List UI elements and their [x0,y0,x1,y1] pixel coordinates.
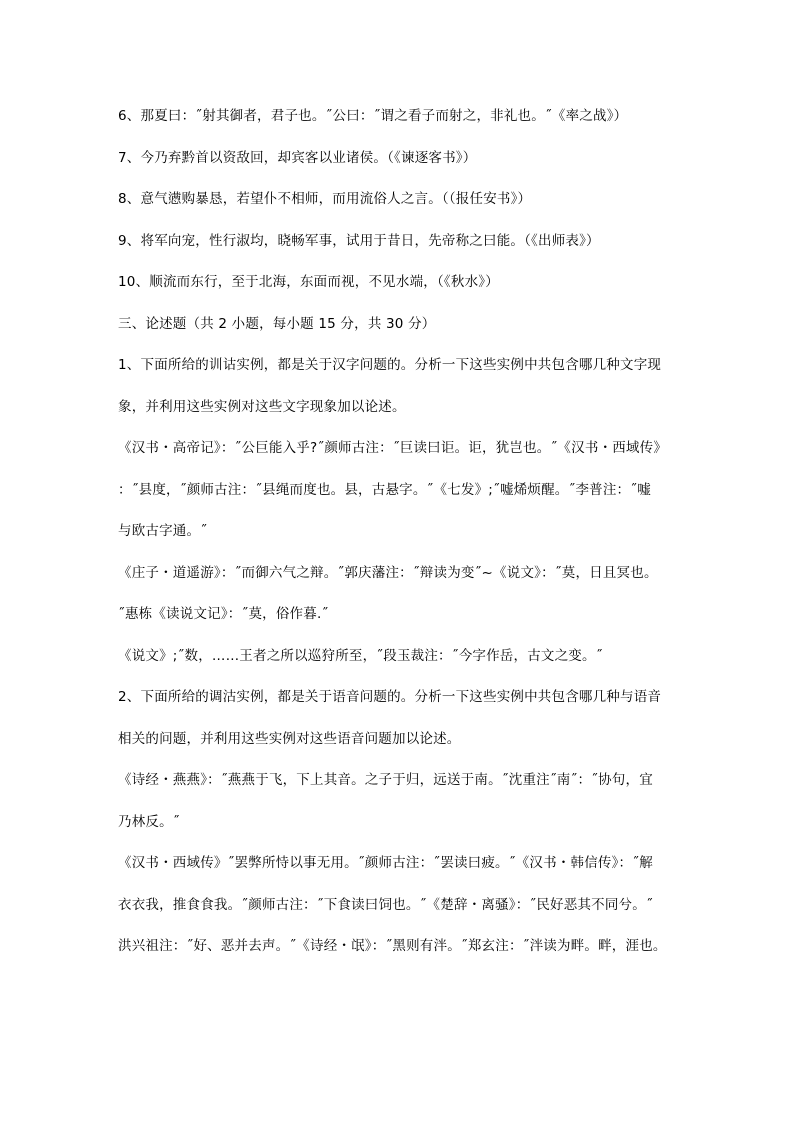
essay-2-example: 《诗经・燕燕》：˝燕燕于飞，下上其音。之子于归，远送于南。˝沈重注˝南˝：˝协句，宜 [118,772,653,788]
essay-2-example: 洪兴祖注：˝好、恶并去声。˝《诗经・氓》：˝黑则有泮。˝郑玄注：˝泮读为畔。畔，涯也。 [118,938,667,954]
essay-2-example: 衣衣我，推食食我。˝颜师古注：˝下食读曰饲也。˝《楚辞・离骚》：˝民好恶其不同兮。˝ [118,897,653,913]
essay-1-example: 《说文》;˝数，……王者之所以巡狩所至，˝段玉裁注：˝今字作岳，古文之变。˝ [118,648,603,664]
question-7: 7、今乃弃黔首以资敌回，却宾客以业诸侯。（《谏逐客书》） [118,150,477,166]
essay-1-example: 《汉书・高帝记》：˝公巨能入乎?˝颜师古注：˝巨读曰讵。讵，犹岂也。˝《汉书・西域传》 [118,440,668,456]
essay-1-prompt-cont: 象，并利用这些实例对这些文字现象加以论述。 [118,399,406,415]
essay-1-example: ：˝县度，˝颜师古注：˝县绳而度也。县，古悬字。˝《七发》;˝嘘烯烦醒。˝李普注：˝嘘 [118,482,651,498]
essay-1-prompt: 1、下面所给的训诂实例，都是关于汉字问题的。分析一下这些实例中共包含哪几种文字现 [118,357,662,373]
question-8: 8、意气懑购暴恳，若望仆不相师，而用流俗人之言。（（报任安书》） [118,191,532,207]
essay-2-example: 《汉书・西域传》˝罢弊所恃以事无用。˝颜师古注：˝罢读曰疲。˝《汉书・韩信传》：˝解 [118,855,653,871]
essay-2-example: 乃林反。˝ [118,814,180,830]
essay-2-prompt: 2、下面所给的调沽实例，都是关于语音问题的。分析一下这些实例中共包含哪几种与语音 [118,689,662,705]
question-9: 9、将军向宠，性行淑均，晓畅军事，试用于昔日，先帝称之曰能。（《出师表》） [118,233,600,249]
question-10: 10、顺流而东行，至于北海，东面而视，不见水端，（《秋水》） [118,274,499,290]
essay-1-example: ˝惠栋《读说文记》：˝莫，俗作暮.˝ [118,606,329,622]
question-6: 6、那夏曰：˝射其御者，君子也。˝公曰：˝谓之看子而射之，非礼也。˝《率之战》） [118,108,628,124]
essay-2-prompt-cont: 相关的问题，并利用这些实例对这些语音问题加以论述。 [118,731,461,747]
section-heading: 三、论述题（共 2 小题，每小题 15 分，共 30 分） [118,316,436,332]
essay-1-example: 《庄子・道遥游》：˝而御六气之辩。˝郭庆藩注：˝辩读为变˝~《说文》：˝莫，日且冥也。 [118,565,658,581]
essay-1-example: 与欧古字通。˝ [118,523,208,539]
